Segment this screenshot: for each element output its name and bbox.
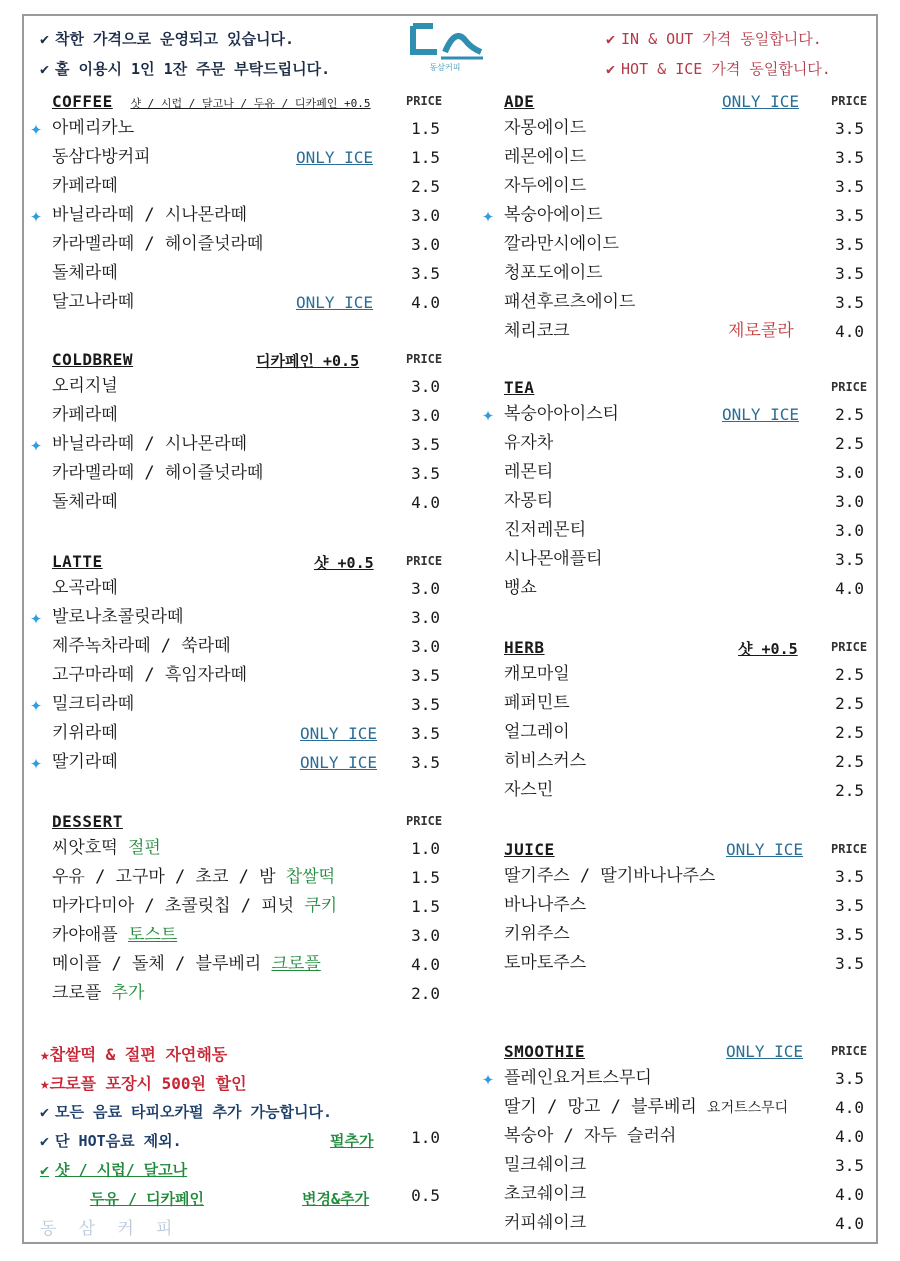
item-name: 오리지널 <box>52 376 118 396</box>
section-title: ADE <box>504 92 535 111</box>
item-name: 바나나주스 <box>504 895 587 915</box>
menu-item <box>30 603 440 632</box>
hot-exclusion-note <box>40 1130 182 1151</box>
item-name: 페퍼민트 <box>504 693 570 713</box>
item-price: 1.0 <box>411 839 440 858</box>
menu-item <box>30 950 440 979</box>
item-price: 4.0 <box>835 1185 864 1204</box>
coffee-header <box>52 92 371 111</box>
menu-item <box>482 400 872 429</box>
item-name: 플레인요거트스무디 <box>504 1068 652 1088</box>
menu-item <box>30 719 440 748</box>
item-name: 카야애플 <box>52 925 118 945</box>
recommend-star-icon: ✦ <box>30 432 43 456</box>
item-option: 제로콜라 <box>728 321 794 341</box>
item-name: 청포도에이드 <box>504 263 603 283</box>
item-name: 진저레몬티 <box>504 520 587 540</box>
item-price: 1.5 <box>411 119 440 138</box>
item-name: 패션후르츠에이드 <box>504 292 636 312</box>
item-price: 4.0 <box>835 1214 864 1233</box>
item-price: 3.5 <box>411 464 440 483</box>
header-note-2 <box>40 58 330 79</box>
item-price: 3.0 <box>411 406 440 425</box>
item-name: 메이플 / 돌체 / 블루베리 <box>52 954 262 974</box>
item-name: 자두에이드 <box>504 176 587 196</box>
menu-item <box>482 689 872 718</box>
item-name: 밀크쉐이크 <box>504 1155 587 1175</box>
item-price: 3.0 <box>835 492 864 511</box>
only-ice-badge: ONLY ICE <box>722 405 800 424</box>
item-price: 4.0 <box>411 493 440 512</box>
menu-item <box>482 143 872 172</box>
menu-item <box>30 892 440 921</box>
section-latte <box>30 552 443 782</box>
menu-item <box>30 172 440 201</box>
price-header: PRICE <box>406 352 443 366</box>
price-header: PRICE <box>831 94 868 108</box>
item-price: 2.5 <box>835 665 864 684</box>
item-price: 3.5 <box>835 264 864 283</box>
item-price: 3.5 <box>835 896 864 915</box>
recommend-star-icon: ✦ <box>482 402 495 426</box>
check-icon: ✔ <box>606 60 616 78</box>
price-header: PRICE <box>831 1044 868 1058</box>
section-coffee <box>30 92 443 322</box>
herb-note: 샷 +0.5 <box>738 640 798 658</box>
check-icon: ✔ <box>40 1103 50 1121</box>
discount-note: ★크로플 포장시 500원 할인 <box>40 1074 247 1093</box>
item-name: 자스민 <box>504 780 554 800</box>
item-name: 카라멜라떼 / 헤이즐넛라떼 <box>52 234 264 254</box>
section-title: DESSERT <box>52 812 123 831</box>
item-category: 토스트 <box>127 925 178 945</box>
item-name: 오곡라떼 <box>52 578 118 598</box>
item-category: 추가 <box>111 983 145 1003</box>
item-name: 커피쉐이크 <box>504 1213 587 1233</box>
item-name: 딸기 / 망고 / 블루베리 <box>504 1097 697 1117</box>
section-title: LATTE <box>52 552 103 571</box>
item-name: 복숭아에이드 <box>504 205 603 225</box>
price-header: PRICE <box>406 814 443 828</box>
recommend-star-icon: ✦ <box>482 1066 495 1090</box>
item-price: 1.5 <box>411 868 440 887</box>
item-price: 3.5 <box>411 753 440 772</box>
item-name: 레몬티 <box>504 462 554 482</box>
item-name: 딸기주스 / 딸기바나나주스 <box>504 866 716 886</box>
item-price: 2.5 <box>835 694 864 713</box>
item-price: 3.0 <box>835 463 864 482</box>
menu-item <box>482 201 872 230</box>
menu-item <box>482 891 872 920</box>
item-name: 아메리카노 <box>52 118 135 138</box>
header-note-4-text: HOT & ICE 가격 동일합니다. <box>621 60 831 78</box>
item-price: 3.5 <box>411 435 440 454</box>
item-name: 카라멜라떼 / 헤이즐넛라떼 <box>52 463 264 483</box>
only-ice-badge: ONLY ICE <box>726 840 804 859</box>
menu-item <box>482 747 872 776</box>
item-name: 얼그레이 <box>504 722 570 742</box>
menu-item <box>30 661 440 690</box>
item-name: 동삼다방커피 <box>52 147 151 167</box>
item-price: 3.0 <box>411 206 440 225</box>
menu-item <box>482 1093 872 1122</box>
section-coldbrew <box>30 350 443 530</box>
only-ice-badge: ONLY ICE <box>300 753 378 772</box>
item-price: 3.5 <box>835 925 864 944</box>
coldbrew-header <box>52 350 133 369</box>
price-header: PRICE <box>831 842 868 856</box>
recommend-star-icon: ✦ <box>30 203 43 227</box>
recommend-star-icon: ✦ <box>30 116 43 140</box>
price-header: PRICE <box>406 94 443 108</box>
menu-item <box>30 201 440 230</box>
item-price: 3.5 <box>835 550 864 569</box>
item-name: 고구마라떼 / 흑임자라떼 <box>52 665 247 685</box>
item-name: 카페라떼 <box>52 405 118 425</box>
item-category: 쿠키 <box>304 896 338 916</box>
check-icon: ✔ <box>40 1161 50 1179</box>
item-price: 4.0 <box>835 579 864 598</box>
menu-item <box>30 288 440 317</box>
item-name: 발로나초콜릿라떼 <box>52 607 184 627</box>
logo-mark-icon <box>405 22 485 62</box>
section-title: SMOOTHIE <box>504 1042 586 1061</box>
section-juice <box>482 840 872 980</box>
change-add-price: 0.5 <box>411 1186 440 1205</box>
item-name: 바닐라라떼 / 시나몬라떼 <box>52 205 247 225</box>
item-name: 키위주스 <box>504 924 570 944</box>
item-price: 2.5 <box>411 177 440 196</box>
item-price: 3.5 <box>835 867 864 886</box>
item-category: 찹쌀떡 <box>285 867 336 887</box>
item-name: 우유 / 고구마 / 초코 / 밤 <box>52 867 276 887</box>
menu-item <box>482 1180 872 1209</box>
item-price: 3.5 <box>411 724 440 743</box>
item-price: 4.0 <box>835 1098 864 1117</box>
item-name: 마카다미아 / 초콜릿칩 / 피넛 <box>52 896 295 916</box>
item-name: 자몽티 <box>504 491 554 511</box>
pearl-add-price: 1.0 <box>411 1128 440 1147</box>
brand-logo <box>405 22 485 76</box>
item-name: 딸기라떼 <box>52 752 118 772</box>
item-price: 3.5 <box>411 695 440 714</box>
section-tea <box>482 378 872 608</box>
item-name: 돌체라떼 <box>52 263 118 283</box>
item-name: 카페라떼 <box>52 176 118 196</box>
item-name: 씨앗호떡 <box>52 838 118 858</box>
item-category: 요거트스무디 <box>707 1100 789 1116</box>
item-price: 3.5 <box>835 293 864 312</box>
menu-item <box>482 1064 872 1093</box>
only-ice-badge: ONLY ICE <box>300 724 378 743</box>
item-name: 밀크티라떼 <box>52 694 135 714</box>
header-note-4 <box>606 58 831 79</box>
item-name: 초코쉐이크 <box>504 1184 587 1204</box>
menu-item <box>30 574 440 603</box>
item-name: 제주녹차라떼 / 쑥라떼 <box>52 636 231 656</box>
logo-text: 동삼커피 <box>429 63 461 72</box>
menu-item <box>30 690 440 719</box>
item-price: 3.0 <box>411 579 440 598</box>
check-icon: ✔ <box>40 30 50 48</box>
menu-item <box>482 862 872 891</box>
latte-header <box>52 552 103 571</box>
menu-item <box>482 317 872 346</box>
item-name: 시나몬애플티 <box>504 549 603 569</box>
menu-item <box>30 430 440 459</box>
menu-item <box>482 1151 872 1180</box>
menu-item <box>30 632 440 661</box>
section-herb <box>482 638 872 818</box>
tea-header <box>504 378 534 397</box>
dessert-header <box>52 812 123 831</box>
item-name: 체리코크 <box>504 321 570 341</box>
section-title: COFFEE <box>52 92 113 111</box>
item-price: 4.0 <box>411 293 440 312</box>
item-price: 3.0 <box>411 608 440 627</box>
menu-item <box>30 114 440 143</box>
coldbrew-note: 디카페인 +0.5 <box>256 352 360 370</box>
item-price: 3.5 <box>835 119 864 138</box>
menu-item <box>482 574 872 603</box>
header-note-2-text: 홀 이용시 1인 1잔 주문 부탁드립니다. <box>55 60 331 78</box>
menu-item <box>30 372 440 401</box>
menu-item <box>482 487 872 516</box>
menu-item <box>30 401 440 430</box>
item-price: 2.5 <box>835 434 864 453</box>
menu-item <box>482 259 872 288</box>
section-smoothie <box>482 1042 872 1242</box>
header-note-3 <box>606 28 822 49</box>
menu-item <box>482 230 872 259</box>
section-title: TEA <box>504 378 535 397</box>
item-price: 3.5 <box>835 148 864 167</box>
item-price: 4.0 <box>835 1127 864 1146</box>
item-price: 3.5 <box>835 206 864 225</box>
menu-item <box>482 920 872 949</box>
item-category: 크로플 <box>271 954 321 974</box>
item-price: 4.0 <box>835 322 864 341</box>
menu-item <box>30 488 440 517</box>
recommend-star-icon: ✦ <box>30 750 43 774</box>
only-ice-badge: ONLY ICE <box>722 92 800 111</box>
menu-item <box>482 949 872 978</box>
check-icon: ✔ <box>40 60 50 78</box>
options-line-2: 두유 / 디카페인 <box>90 1190 205 1208</box>
menu-item <box>30 259 440 288</box>
menu-item <box>482 516 872 545</box>
item-price: 4.0 <box>411 955 440 974</box>
latte-note: 샷 +0.5 <box>314 554 374 572</box>
herb-header <box>504 638 545 657</box>
item-price: 2.5 <box>835 781 864 800</box>
price-header: PRICE <box>406 554 443 568</box>
pearl-add-label: 펄추가 <box>330 1132 374 1150</box>
menu-item <box>30 748 440 777</box>
item-name: 자몽에이드 <box>504 118 587 138</box>
item-name: 히비스커스 <box>504 751 587 771</box>
item-name: 복숭아 / 자두 슬러쉬 <box>504 1126 677 1146</box>
item-name: 깔라만시에이드 <box>504 234 619 254</box>
item-price: 3.5 <box>411 666 440 685</box>
section-dessert <box>30 812 443 1012</box>
menu-item <box>30 459 440 488</box>
price-header: PRICE <box>831 380 868 394</box>
item-price: 3.0 <box>411 637 440 656</box>
item-price: 1.5 <box>411 897 440 916</box>
recommend-star-icon: ✦ <box>482 203 495 227</box>
item-price: 2.5 <box>835 405 864 424</box>
item-price: 3.5 <box>835 1156 864 1175</box>
brand-watermark: 동 삼 커 피 <box>40 1219 179 1239</box>
only-ice-badge: ONLY ICE <box>296 293 374 312</box>
item-price: 2.5 <box>835 752 864 771</box>
recommend-star-icon: ✦ <box>30 692 43 716</box>
item-name: 유자차 <box>504 433 554 453</box>
section-title: HERB <box>504 638 545 657</box>
header-note-3-text: IN & OUT 가격 동일합니다. <box>621 30 822 48</box>
menu-item <box>482 718 872 747</box>
item-name: 달고나라떼 <box>52 292 135 312</box>
menu-item <box>482 1209 872 1238</box>
item-name: 토마토주스 <box>504 953 587 973</box>
tapioca-note-text: 모든 음료 타피오카펄 추가 가능합니다. <box>55 1103 333 1121</box>
tapioca-note <box>40 1101 332 1122</box>
menu-item <box>482 458 872 487</box>
item-name: 바닐라라떼 / 시나몬라떼 <box>52 434 247 454</box>
item-name: 돌체라떼 <box>52 492 118 512</box>
item-price: 3.0 <box>411 926 440 945</box>
menu-item <box>30 143 440 172</box>
defrost-note: ★찹쌀떡 & 절편 자연해동 <box>40 1045 228 1064</box>
item-name: 복숭아아이스티 <box>504 404 619 424</box>
item-price: 3.5 <box>835 235 864 254</box>
menu-item <box>482 545 872 574</box>
only-ice-badge: ONLY ICE <box>726 1042 804 1061</box>
item-name: 캐모마일 <box>504 664 570 684</box>
header-note-1 <box>40 28 294 49</box>
menu-item <box>30 230 440 259</box>
recommend-star-icon: ✦ <box>30 605 43 629</box>
menu-item <box>482 660 872 689</box>
item-price: 3.0 <box>835 521 864 540</box>
only-ice-badge: ONLY ICE <box>296 148 374 167</box>
menu-item <box>30 979 440 1008</box>
smoothie-header <box>504 1042 585 1061</box>
options-note <box>40 1159 187 1180</box>
item-name: 레몬에이드 <box>504 147 587 167</box>
menu-item <box>482 429 872 458</box>
item-price: 2.0 <box>411 984 440 1003</box>
menu-item <box>30 834 440 863</box>
menu-item <box>482 776 872 805</box>
item-price: 1.5 <box>411 148 440 167</box>
item-price: 3.0 <box>411 235 440 254</box>
header-note-1-text: 착한 가격으로 운영되고 있습니다. <box>55 30 295 48</box>
check-icon: ✔ <box>606 30 616 48</box>
hot-exclusion-text: 단 HOT음료 제외. <box>55 1132 182 1150</box>
item-price: 3.5 <box>835 954 864 973</box>
change-add-label: 변경&추가 <box>302 1190 369 1208</box>
menu-item <box>30 863 440 892</box>
options-line-1: 샷 / 시럽/ 달고나 <box>55 1161 188 1179</box>
menu-item <box>30 921 440 950</box>
item-price: 2.5 <box>835 723 864 742</box>
juice-header <box>504 840 555 859</box>
coffee-note: 샷 / 시럽 / 달고나 / 두유 / 디카페인 +0.5 <box>130 97 371 110</box>
item-price: 3.5 <box>835 177 864 196</box>
item-category: 절편 <box>127 838 161 858</box>
section-title: JUICE <box>504 840 555 859</box>
item-price: 3.0 <box>411 377 440 396</box>
ade-header <box>504 92 534 111</box>
price-header: PRICE <box>831 640 868 654</box>
item-price: 3.5 <box>411 264 440 283</box>
item-name: 키위라떼 <box>52 723 118 743</box>
section-title: COLDBREW <box>52 350 134 369</box>
menu-item <box>482 172 872 201</box>
menu-item <box>482 1122 872 1151</box>
item-price: 3.5 <box>835 1069 864 1088</box>
check-icon: ✔ <box>40 1132 50 1150</box>
item-name: 뱅쇼 <box>504 578 537 598</box>
menu-item <box>482 288 872 317</box>
item-name: 크로플 <box>52 983 102 1003</box>
section-ade <box>482 92 872 352</box>
menu-item <box>482 114 872 143</box>
